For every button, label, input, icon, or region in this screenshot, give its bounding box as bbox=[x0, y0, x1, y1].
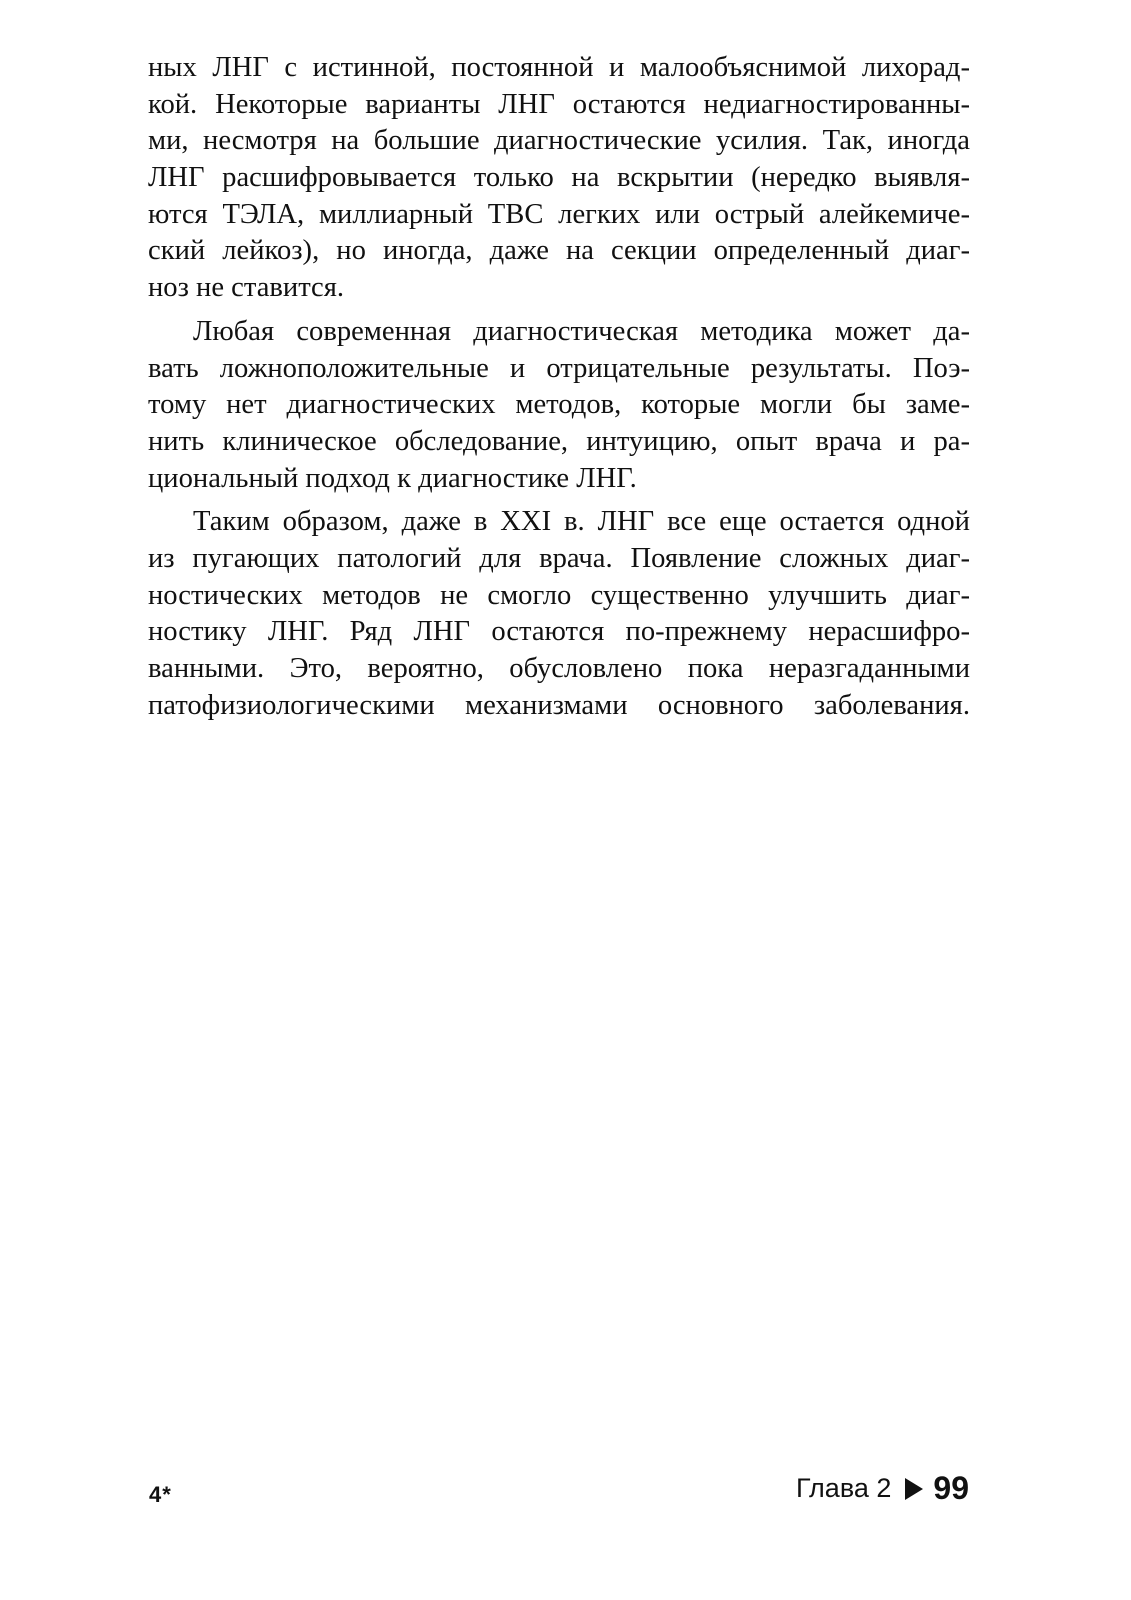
text-line: циональный подход к диагностике ЛНГ. bbox=[148, 462, 637, 494]
text-line: ский лейкоз), но иногда, даже на секции определенный диаг- bbox=[148, 235, 970, 267]
text-line: ются ТЭЛА, миллиарный ТВС легких или острый алейкемиче- bbox=[148, 198, 970, 230]
text-line: ванными. Это, вероятно, обусловлено пока неразгаданными bbox=[148, 653, 970, 684]
chapter-label: Глава 2 bbox=[795, 1473, 892, 1503]
body-text bbox=[148, 50, 970, 731]
paragraph-1 bbox=[148, 50, 970, 307]
signature-mark: 4* bbox=[149, 1482, 172, 1507]
paragraph-3 bbox=[148, 504, 970, 724]
running-footer bbox=[796, 1470, 969, 1507]
triangle-right-icon bbox=[905, 1478, 923, 1500]
text-line: ЛНГ расшифровывается только на вскрытии (нередко выявля- bbox=[148, 162, 970, 194]
text-line: ных ЛНГ с истинной, постоянной и малообъяснимой лихорад- bbox=[148, 52, 970, 83]
text-line: ми, несмотря на большие диагностические усилия. Так, иногда bbox=[148, 125, 970, 157]
text-line: тому нет диагностических методов, которые могли бы заме- bbox=[148, 389, 970, 421]
paragraph-2 bbox=[148, 314, 970, 497]
text-line: из пугающих патологий для врача. Появление сложных диаг- bbox=[148, 542, 970, 574]
text-line: вать ложноположительные и отрицательные результаты. Поэ- bbox=[148, 352, 970, 384]
text-line: Любая современная диагностическая методика может да- bbox=[193, 315, 970, 347]
text-line: Таким образом, даже в XXI в. ЛНГ все еще остается одной bbox=[193, 506, 970, 538]
text-line: патофизиологическими механизмами основного заболевания. bbox=[148, 689, 970, 721]
page-number: 99 bbox=[933, 1470, 969, 1506]
text-line: нить клиническое обследование, интуицию, опыт врача и ра- bbox=[148, 425, 970, 457]
text-line: ностику ЛНГ. Ряд ЛНГ остаются по-прежнему нерасшифро- bbox=[148, 616, 970, 648]
text-line: ноз не ставится. bbox=[148, 272, 345, 304]
text-line: кой. Некоторые варианты ЛНГ остаются недиагностированны- bbox=[148, 88, 970, 120]
text-line: ностических методов не смогло существенно улучшить диаг- bbox=[148, 579, 970, 611]
